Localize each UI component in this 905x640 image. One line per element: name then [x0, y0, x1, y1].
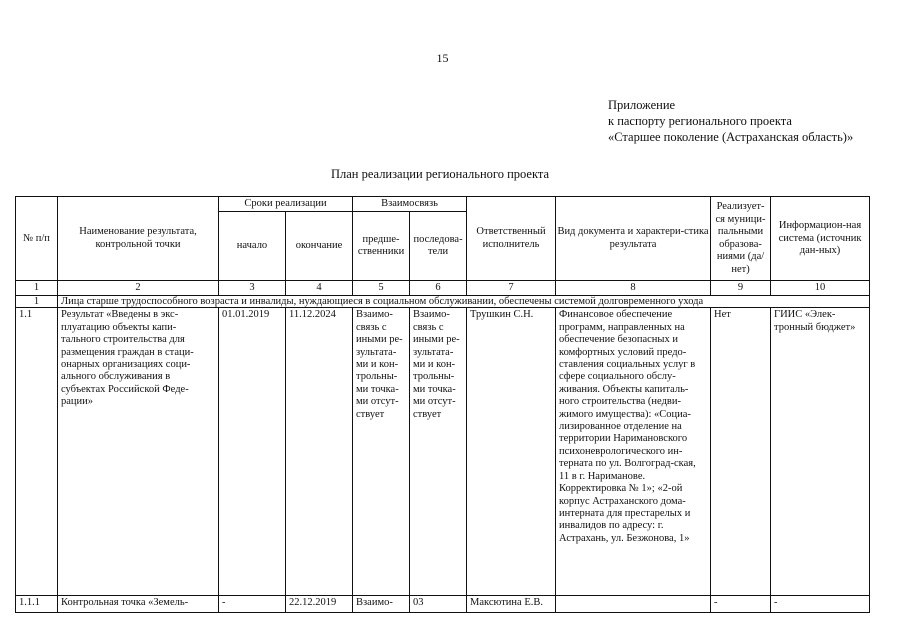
checkpoint-successors: 03	[410, 596, 467, 613]
result-responsible: Трушкин С.Н.	[467, 308, 556, 596]
result-predecessors: Взаимо-связь с иными ре-зультата-ми и кон-трольны-ми точка-ми отсут-ствует	[353, 308, 410, 596]
column-number: 3	[219, 281, 286, 296]
result-successors: Взаимо-связь с иными ре-зультата-ми и кон-трольны-ми точка-ми отсут-ствует	[410, 308, 467, 596]
column-number: 9	[711, 281, 771, 296]
checkpoint-doc	[556, 596, 711, 613]
checkpoint-responsible: Максютина Е.В.	[467, 596, 556, 613]
checkpoint-row	[16, 596, 870, 613]
column-number: 4	[286, 281, 353, 296]
header-relation: Взаимосвязь	[353, 197, 467, 212]
column-number: 7	[467, 281, 556, 296]
appendix-line-3: «Старшее поколение (Астраханская область)»	[608, 130, 854, 144]
header-row-1	[16, 197, 870, 212]
header-end: окончание	[286, 212, 353, 281]
checkpoint-end: 22.12.2019	[286, 596, 353, 613]
checkpoint-num: 1.1.1	[16, 596, 58, 613]
column-numbers-row	[16, 281, 870, 296]
checkpoint-predecessors: Взаимо-	[353, 596, 410, 613]
header-municipal: Реализует-ся муници-пальными образова-ниями (да/нет)	[711, 197, 771, 281]
page-number: 15	[436, 51, 449, 65]
header-name: Наименование результата, контрольной точки	[58, 197, 219, 281]
header-predecessors: предше-ственники	[353, 212, 410, 281]
checkpoint-name: Контрольная точка «Земель-	[58, 596, 219, 613]
section-num: 1	[16, 296, 58, 308]
section-text: Лица старше трудоспособного возраста и инвалиды, нуждающиеся в социальном обслуживании, обеспечены системой долговременного ухода	[58, 296, 870, 308]
column-number: 1	[16, 281, 58, 296]
header-start: начало	[219, 212, 286, 281]
column-number: 5	[353, 281, 410, 296]
result-infosystem: ГИИС «Элек-тронный бюджет»	[771, 308, 870, 596]
section-row	[16, 296, 870, 308]
result-row	[16, 308, 870, 596]
column-number: 10	[771, 281, 870, 296]
result-municipal: Нет	[711, 308, 771, 596]
header-responsible: Ответственный исполнитель	[467, 197, 556, 281]
header-num: № п/п	[16, 197, 58, 281]
column-number: 8	[556, 281, 711, 296]
result-doc: Финансовое обеспечение программ, направленных на обеспечение безопасных и комфортных условий предо-ставления социальных услуг в сфере социального обслу-живания. Объекты капиталь-ного строительства (недви-жимого имущества): «Социа-лизированное отделение на территории Наримановского психоневрологического ин-терната по ул. Волгоград-ская, 11 в г. Нариманове. Корректировка № 1»; «2-ой корпус Астраханского дома-интерната для престарелых и инвалидов по адресу: г. Астрахань, ул. Безжонова, 1»	[556, 308, 711, 596]
result-start: 01.01.2019	[219, 308, 286, 596]
column-number: 2	[58, 281, 219, 296]
header-doc: Вид документа и характери-стика результата	[556, 197, 711, 281]
column-number: 6	[410, 281, 467, 296]
result-name: Результат «Введены в экс-плуатацию объекты капи-тального строительства для размещения граждан в стаци-онарных организациях соци-ального обслуживания в субъектах Российской Феде-рации»	[58, 308, 219, 596]
result-num: 1.1	[16, 308, 58, 596]
checkpoint-municipal: -	[711, 596, 771, 613]
header-successors: последова-тели	[410, 212, 467, 281]
appendix-line-2: к паспорту регионального проекта	[608, 114, 792, 128]
header-infosystem: Информацион-ная система (источник дан-ных)	[771, 197, 870, 281]
appendix-block	[608, 97, 853, 145]
checkpoint-start: -	[219, 596, 286, 613]
header-terms: Сроки реализации	[219, 197, 353, 212]
checkpoint-infosystem: -	[771, 596, 870, 613]
plan-table	[15, 196, 870, 613]
appendix-line-1: Приложение	[608, 98, 676, 112]
result-end: 11.12.2024	[286, 308, 353, 596]
document-title: План реализации регионального проекта	[330, 167, 550, 181]
